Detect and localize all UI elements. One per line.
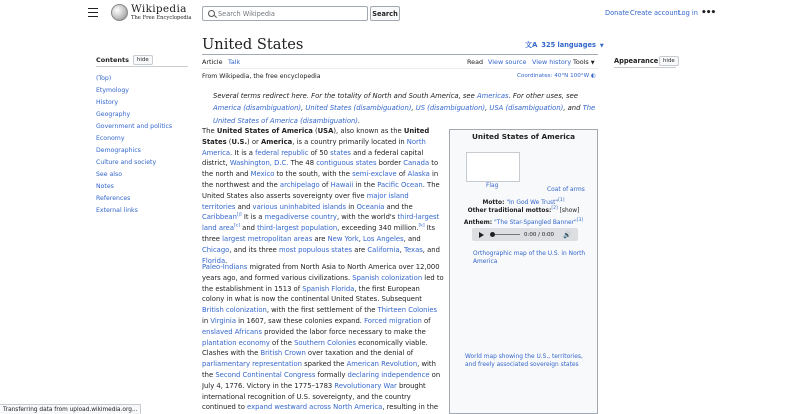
footnote-link[interactable]: [k]: [418, 223, 425, 229]
article-link[interactable]: Revolutionary War: [334, 381, 397, 390]
article-link[interactable]: federal republic: [255, 148, 309, 157]
anthem-row: Anthem: "The Star-Spangled Banner"[3]: [463, 218, 584, 226]
toc-hide-button[interactable]: hide: [133, 55, 153, 65]
tab-talk[interactable]: Talk: [228, 58, 241, 66]
table-of-contents: [96, 56, 188, 214]
seek-handle[interactable]: [490, 232, 495, 237]
footnote-link[interactable]: [2]: [551, 206, 558, 212]
appearance-divider: [614, 67, 676, 68]
article-link[interactable]: parliamentary representation: [202, 360, 302, 369]
hatnote-link[interactable]: USA (disambiguation): [489, 104, 564, 113]
other-mottos-row: Other traditional mottos:[2] [show]: [467, 206, 580, 214]
search-box: [202, 6, 368, 21]
flag-image-placeholder[interactable]: [466, 152, 520, 182]
toc-item-culture[interactable]: Culture and society: [96, 159, 157, 166]
volume-icon[interactable]: 🔊: [563, 231, 572, 239]
article-link[interactable]: Paleo-Indians: [202, 263, 248, 271]
footnote-link[interactable]: [1]: [558, 198, 565, 204]
toc-title: Contents: [96, 56, 129, 64]
article-link[interactable]: various uninhabited islands: [252, 202, 347, 211]
tools-label: Tools: [573, 58, 589, 66]
article-link[interactable]: Mexico: [250, 170, 275, 179]
toc-item-notes[interactable]: Notes: [96, 183, 114, 190]
article-link[interactable]: declaring independence: [347, 370, 430, 379]
article-link[interactable]: Caribbean: [202, 213, 237, 222]
article-link[interactable]: megadiverse country: [264, 213, 337, 222]
article-link[interactable]: Canada: [403, 159, 430, 168]
language-button[interactable]: [525, 40, 604, 50]
article-link[interactable]: North America: [202, 137, 426, 157]
toc-item-top[interactable]: (Top): [96, 75, 112, 82]
wikipedia-globe-logo[interactable]: [111, 4, 128, 21]
audio-time: 0:00 / 0:00: [524, 231, 555, 238]
article-link[interactable]: contiguous states: [316, 159, 377, 168]
chevron-down-icon: ▼: [590, 60, 595, 66]
appearance-title: Appearance: [614, 57, 659, 65]
article-link[interactable]: Chicago: [202, 245, 230, 254]
article-link[interactable]: Oceania: [356, 202, 385, 211]
article-link[interactable]: Second Continental Congress: [215, 370, 316, 379]
show-toggle[interactable]: [show]: [559, 208, 580, 214]
search-icon: [208, 10, 215, 17]
article-link[interactable]: New York: [327, 234, 359, 243]
toc-item-geography[interactable]: Geography: [96, 111, 131, 118]
toc-item-history[interactable]: History: [96, 99, 119, 106]
logo-wordmark[interactable]: Wikipedia: [131, 3, 187, 15]
article-link[interactable]: Southern Colonies: [294, 338, 357, 347]
tab-view-history[interactable]: View history: [532, 58, 572, 66]
search-button[interactable]: Search: [370, 6, 400, 21]
orthographic-map-caption[interactable]: Orthographic map of the U.S. in North America: [473, 251, 586, 265]
hatnote: Several terms redirect here. For the totality of North and South America, see Americas. For other uses, see America (disambiguation), United States (disambiguation), US (disambiguation), USA (disambiguation), and The United States of America (disambiguation).: [213, 92, 596, 125]
tools-menu[interactable]: [573, 58, 595, 66]
coordinates-text: Coordinates: 40°N 100°W: [517, 73, 590, 79]
tab-view-source[interactable]: View source: [488, 58, 527, 66]
toc-item-see-also[interactable]: See also: [96, 171, 123, 178]
motto-row: Motto: "In God We Trust"[1]: [482, 198, 565, 206]
article-link[interactable]: third-largest land area: [202, 213, 440, 233]
article-link[interactable]: Texas: [404, 245, 423, 254]
hatnote-link[interactable]: The United States of America (disambiguation): [213, 104, 596, 125]
language-count: 325 languages: [541, 41, 596, 49]
motto-link[interactable]: "In God We Trust": [506, 200, 559, 206]
toc-item-government[interactable]: Government and politics: [96, 123, 173, 130]
article-link[interactable]: Virginia: [210, 316, 236, 325]
anthem-link[interactable]: "The Star-Spangled Banner": [494, 220, 577, 226]
title-divider: [202, 54, 598, 55]
chevron-down-icon: ▼: [599, 43, 604, 49]
article-link[interactable]: Washington, D.C.: [229, 159, 289, 168]
toc-divider: [96, 66, 188, 67]
tabs-divider: [202, 68, 598, 69]
search-input[interactable]: [218, 8, 366, 19]
article-link[interactable]: Alaska: [407, 170, 430, 179]
seek-bar[interactable]: [492, 234, 520, 235]
toc-item-external-links[interactable]: External links: [96, 207, 138, 214]
world-map-caption[interactable]: World map showing the U.S., territories, and freely associated sovereign states: [465, 354, 583, 368]
article-link[interactable]: states: [330, 148, 351, 157]
article-link[interactable]: Spanish Florida: [302, 284, 355, 293]
flag-caption-link[interactable]: Flag: [486, 183, 499, 189]
logo-tagline: The Free Encyclopedia: [131, 15, 192, 21]
article-link[interactable]: California: [367, 245, 400, 254]
article-link[interactable]: American Revolution: [346, 360, 418, 369]
create-account-link[interactable]: Create account: [630, 9, 681, 17]
coordinates-link[interactable]: [517, 73, 596, 79]
article-link[interactable]: archipelago: [279, 180, 320, 189]
article-link[interactable]: largest metropolitan areas: [222, 234, 313, 243]
article-link[interactable]: Pacific Ocean: [377, 180, 423, 189]
page-title: United States: [202, 36, 304, 53]
coat-of-arms-caption-link[interactable]: Coat of arms: [547, 187, 585, 193]
translate-icon: 文A: [525, 41, 538, 49]
footnote-link[interactable]: [c]: [234, 223, 240, 229]
article-link[interactable]: major island territories: [202, 191, 409, 211]
log-in-link[interactable]: Log in: [678, 9, 698, 17]
footnote-link[interactable]: [3]: [576, 218, 584, 224]
article-link[interactable]: expand westward across North America: [247, 403, 383, 412]
site-sub: From Wikipedia, the free encyclopedia: [202, 73, 321, 80]
toc-item-economy[interactable]: Economy: [96, 135, 125, 142]
toc-item-references[interactable]: References: [96, 195, 131, 202]
hatnote-link[interactable]: Americas: [476, 92, 509, 100]
article-link[interactable]: Forced migration: [364, 316, 422, 325]
search-form: [202, 6, 398, 21]
article-link[interactable]: Thirteen Colonies: [377, 306, 438, 315]
lead-paragraph: The United States of America (USA), also known as the United States (U.S.) or America, is a country primarily located in North America. It is a federal republic of 50 states and a federal capital district, Washington, D.C. The 48 contiguous states border Canada to the north and Mexico to the south, with the semi-exclave of Alaska in the northwest and the archipelago of Hawaii in the Pacific Ocean. The United States also asserts sovereignty over five major island territories and various uninhabited islands in Oceania and the Caribbean[j] It is a megadiverse country, with the world's third-largest land area[c] and third-largest population, exceeding 340 million.[k] Its three largest metropolitan areas are New York, Los Angeles, and Chicago, and its three most populous states are California, Texas, and Florida.: [202, 127, 440, 265]
infobox: [449, 129, 598, 414]
tab-article[interactable]: Article: [202, 58, 223, 69]
tab-read[interactable]: Read: [467, 58, 483, 69]
footnote-link[interactable]: [j]: [236, 213, 242, 219]
appearance-hide-button[interactable]: hide: [659, 56, 679, 66]
article-link[interactable]: semi-exclave: [352, 170, 397, 179]
article-link[interactable]: enslaved Africans: [202, 327, 262, 336]
history-paragraph: Paleo-Indians migrated from North Asia to North America over 12,000 years ago, and formed various civilizations. Spanish colonization led to the establishment in 1513 of Spanish Florida, the first European colony in what is now the continental United States. Subsequent British colonization, with the first settlement of the Thirteen Colonies in Virginia in 1607, saw these colonies expand. Forced migration of enslaved Africans provided the labor force necessary to make the plantation economy of the Southern Colonies economically viable. Clashes with the British Crown over taxation and the denial of parliamentary representation sparked the American Revolution, with the Second Continental Congress formally declaring independence on July 4, 1776. Victory in the 1775–1783 Revolutionary War brought international recognition of U.S. sovereignty, and the country continued to expand westward across North America, resulting in the: [202, 263, 444, 412]
hatnote-link[interactable]: United States (disambiguation): [305, 104, 412, 113]
audio-player: [472, 228, 578, 241]
toc-item-demographics[interactable]: Demographics: [96, 147, 141, 154]
more-options-icon[interactable]: •••: [701, 8, 716, 18]
toc-item-etymology[interactable]: Etymology: [96, 87, 129, 94]
main-menu-icon[interactable]: [88, 8, 98, 18]
article-link[interactable]: Los Angeles: [363, 234, 404, 243]
site-header: [0, 0, 800, 28]
article-link[interactable]: third-largest population: [257, 224, 338, 233]
donate-link[interactable]: Donate: [605, 9, 629, 17]
browser-status-bar: Transferring data from upload.wikimedia.org...: [0, 404, 141, 414]
article-link[interactable]: plantation economy: [202, 338, 270, 347]
article-link[interactable]: British colonization: [202, 306, 267, 315]
globe-icon: ◐: [590, 73, 596, 79]
play-icon[interactable]: [479, 232, 484, 238]
article-link[interactable]: Florida: [202, 256, 226, 265]
article-link[interactable]: most populous states: [279, 245, 353, 254]
hatnote-link[interactable]: America (disambiguation): [213, 104, 302, 113]
hatnote-link[interactable]: US (disambiguation): [415, 104, 486, 113]
article-link[interactable]: Spanish colonization: [352, 273, 423, 282]
article-link[interactable]: Hawaii: [330, 180, 354, 189]
infobox-title: United States of America: [471, 132, 576, 141]
article-link[interactable]: British Crown: [260, 349, 306, 358]
